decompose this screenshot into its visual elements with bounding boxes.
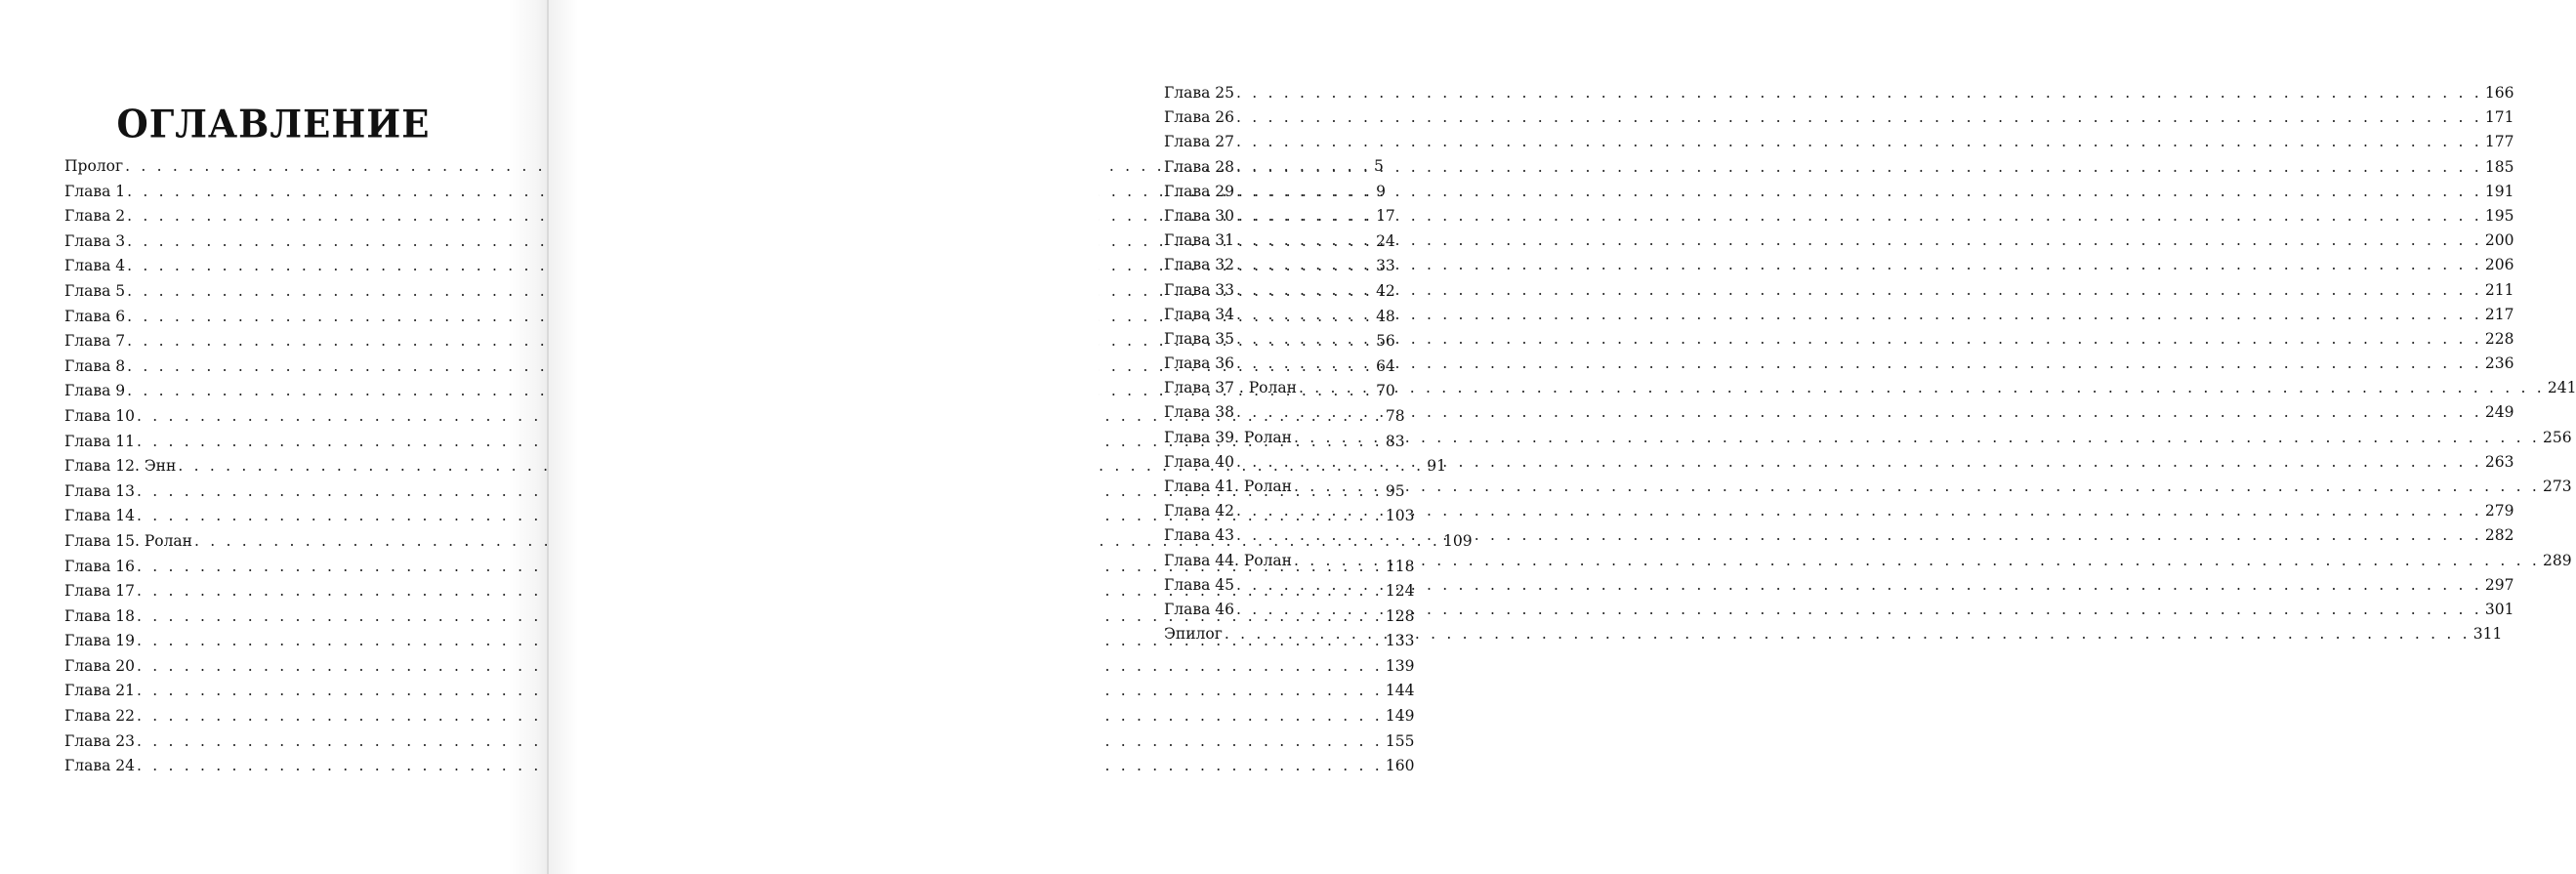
toc-entry-page-number: 70 [1376, 382, 1395, 400]
toc-entry-label: Глава 21 [64, 682, 135, 700]
dot-leader [1236, 204, 2482, 229]
toc-entry-page-number: 279 [2484, 502, 2514, 520]
toc-entry[interactable] [1164, 573, 2514, 598]
toc-entry-label: Глава 45 [1164, 575, 1234, 594]
toc-entry-page-number: 191 [2484, 182, 2514, 200]
toc-entry-label: Пролог [64, 157, 124, 175]
toc-entry[interactable] [1164, 450, 2514, 475]
toc-entry-page-number: 301 [2484, 600, 2514, 618]
toc-entry[interactable] [1164, 549, 2572, 573]
dot-leader [1236, 105, 2482, 130]
toc-entry-page-number: 128 [1385, 606, 1415, 625]
dot-leader [1236, 573, 2482, 598]
dot-leader [1294, 549, 2540, 573]
toc-entry-label: Глава 19 [64, 632, 135, 650]
toc-entry[interactable] [1164, 180, 2514, 204]
toc-entry-page-number: 139 [1385, 656, 1415, 675]
toc-entry[interactable] [1164, 327, 2514, 352]
toc-entry-label: Глава 7 [64, 332, 126, 351]
toc-entry-label: Глава 15. Ролан [64, 531, 193, 550]
gutter-shadow-right [549, 0, 578, 874]
toc-entry-page-number: 297 [2484, 575, 2514, 594]
toc-entry-label: Глава 24 [64, 757, 135, 775]
dot-leader [1299, 376, 2545, 400]
toc-entry[interactable] [1164, 426, 2572, 450]
toc-entry-page-number: 42 [1376, 281, 1395, 300]
toc-entry-label: Глава 30 [1164, 206, 1234, 225]
toc-entry-page-number: 256 [2542, 428, 2572, 446]
toc-entry-label: Глава 38 [1164, 403, 1234, 422]
toc-entry-page-number: 273 [2542, 478, 2572, 495]
toc-entry-label: Глава 14 [64, 507, 135, 525]
dot-leader [1294, 426, 2540, 450]
dot-leader [1236, 180, 2482, 204]
toc-entry[interactable] [1164, 105, 2514, 130]
toc-entry-page-number: 17 [1376, 207, 1395, 226]
toc-entry-label: Глава 5 [64, 281, 126, 300]
toc-entry[interactable] [64, 704, 1415, 729]
toc-entry-page-number: 206 [2484, 256, 2514, 274]
toc-entry-page-number: 185 [2484, 157, 2514, 176]
toc-entry[interactable] [1164, 204, 2514, 229]
toc-entry-label: Глава 11 [64, 432, 135, 450]
toc-entry-page-number: 109 [1442, 531, 1473, 550]
toc-entry-page-number: 289 [2542, 551, 2572, 569]
toc-entry-page-number: 56 [1376, 332, 1395, 351]
toc-entry-page-number: 149 [1385, 707, 1415, 726]
toc-entry-label: Глава 39. Ролан [1164, 428, 1293, 446]
toc-entry-page-number: 311 [2472, 625, 2503, 644]
toc-entry[interactable] [1164, 400, 2514, 425]
toc-entry-label: Глава 33 [1164, 280, 1234, 299]
toc-entry-label: Глава 13 [64, 481, 135, 500]
toc-entry[interactable] [64, 754, 1415, 779]
dot-leader [1225, 622, 2471, 646]
toc-entry[interactable] [1164, 278, 2514, 303]
dot-leader [1236, 499, 2482, 523]
toc-entry-label: Глава 22 [64, 707, 135, 726]
toc-entry-label: Глава 26 [1164, 108, 1234, 127]
toc-entry[interactable] [1164, 622, 2503, 646]
toc-entry[interactable] [1164, 253, 2514, 277]
dot-leader [1236, 352, 2482, 376]
toc-entry-page-number: 78 [1385, 406, 1405, 425]
toc-entry[interactable] [1164, 155, 2514, 180]
toc-entry-page-number: 228 [2484, 329, 2514, 348]
toc-entry-page-number: 24 [1376, 231, 1395, 250]
toc-entry[interactable] [1164, 352, 2514, 376]
toc-entry-label: Глава 1 [64, 182, 126, 200]
toc-entry-page-number: 241 [2547, 379, 2576, 397]
toc-entry-label: Глава 20 [64, 656, 135, 675]
toc-entry[interactable] [64, 729, 1415, 755]
toc-entry-page-number: 160 [1385, 757, 1415, 775]
toc-entry-page-number: 236 [2484, 354, 2514, 373]
toc-entry-label: Эпилог [1164, 625, 1223, 644]
toc-entry[interactable] [1164, 499, 2514, 523]
toc-entry[interactable] [64, 654, 1415, 680]
toc-entry-page-number: 195 [2484, 206, 2514, 225]
toc-entry-label: Глава 23 [64, 731, 135, 750]
toc-entry[interactable] [64, 679, 1415, 704]
dot-leader [1236, 81, 2482, 105]
toc-entry-label: Глава 25 [1164, 84, 1234, 102]
dot-leader [1236, 598, 2482, 622]
toc-entry-page-number: 118 [1385, 557, 1415, 575]
page-title: ОГЛАВЛЕНИЕ [116, 101, 431, 146]
toc-entry-page-number: 263 [2484, 452, 2514, 471]
gutter-shadow [508, 0, 549, 874]
toc-entry-page-number: 177 [2484, 133, 2514, 151]
toc-entry-page-number: 9 [1376, 182, 1386, 200]
toc-entry[interactable] [1164, 303, 2514, 327]
toc-entry-label: Глава 35 [1164, 329, 1234, 348]
dot-leader [1236, 278, 2482, 303]
toc-entry[interactable] [1164, 523, 2514, 548]
dot-leader [1236, 155, 2482, 180]
toc-entry-page-number: 249 [2484, 403, 2514, 422]
toc-entry-page-number: 217 [2484, 305, 2514, 323]
toc-entry-label: Глава 10 [64, 406, 135, 425]
dot-leader [1236, 229, 2482, 253]
toc-entry[interactable] [1164, 475, 2572, 499]
dot-leader [1236, 130, 2482, 154]
toc-entry[interactable] [1164, 229, 2514, 253]
toc-entry-page-number: 144 [1385, 682, 1415, 700]
toc-entry-label: Глава 6 [64, 307, 126, 325]
toc-entry-label: Глава 16 [64, 557, 135, 575]
toc-entry-label: Глава 4 [64, 257, 126, 275]
toc-entry-page-number: 171 [2484, 108, 2514, 127]
toc-entry-page-number: 83 [1385, 432, 1405, 450]
toc-entry-label: Глава 9 [64, 382, 126, 400]
toc-entry-label: Глава 41. Ролан [1164, 478, 1293, 495]
toc-entry-page-number: 48 [1376, 307, 1395, 325]
toc-entry-page-number: 155 [1385, 731, 1415, 750]
toc-entry-page-number: 211 [2484, 280, 2514, 299]
toc-entry-label: Глава 2 [64, 207, 126, 226]
toc-entry-label: Глава 3 [64, 231, 126, 250]
toc-entry-page-number: 124 [1385, 582, 1415, 601]
toc-entry[interactable] [1164, 81, 2514, 105]
toc-entry-page-number: 95 [1385, 481, 1405, 500]
toc-entry-page-number: 91 [1427, 457, 1447, 476]
toc-entry[interactable] [1164, 376, 2576, 400]
toc-entry-label: Глава 44. Ролан [1164, 551, 1293, 569]
toc-entry-label: Глава 32 [1164, 256, 1234, 274]
toc-entry-label: Глава 31 [1164, 231, 1234, 250]
toc-entry-page-number: 64 [1376, 356, 1395, 375]
toc-entry-label: Глава 36 [1164, 354, 1234, 373]
toc-entry-label: Глава 17 [64, 582, 135, 601]
toc-entry-label: Глава 29 [1164, 182, 1234, 200]
dot-leader [1236, 523, 2482, 548]
toc-entry-page-number: 133 [1385, 632, 1415, 650]
toc-entry-label: Глава 18 [64, 606, 135, 625]
toc-entry-label: Глава 12. Энн [64, 457, 177, 476]
dot-leader [1236, 400, 2482, 425]
toc-entry[interactable] [1164, 598, 2514, 622]
dot-leader [1236, 327, 2482, 352]
dot-leader [1236, 253, 2482, 277]
toc-entry-label: Глава 34 [1164, 305, 1234, 323]
toc-entry-label: Глава 37 . Ролан [1164, 379, 1297, 397]
toc-entry-page-number: 33 [1376, 257, 1395, 275]
toc-entry-page-number: 5 [1374, 157, 1384, 175]
dot-leader [1294, 475, 2540, 499]
toc-entry-page-number: 166 [2484, 84, 2514, 102]
toc-entry-page-number: 282 [2484, 526, 2514, 545]
toc-entry-page-number: 200 [2484, 231, 2514, 250]
toc-entry-label: Глава 8 [64, 356, 126, 375]
toc-entry-label: Глава 27 [1164, 133, 1234, 151]
toc-list-right [1164, 81, 2576, 646]
toc-entry[interactable] [1164, 130, 2514, 154]
toc-entry-label: Глава 46 [1164, 600, 1234, 618]
dot-leader [1236, 450, 2482, 475]
toc-entry-label: Глава 42 [1164, 502, 1234, 520]
dot-leader [1236, 303, 2482, 327]
toc-entry-label: Глава 43 [1164, 526, 1234, 545]
toc-entry-label: Глава 40 [1164, 452, 1234, 471]
toc-entry-page-number: 103 [1385, 507, 1415, 525]
toc-entry-label: Глава 28 [1164, 157, 1234, 176]
